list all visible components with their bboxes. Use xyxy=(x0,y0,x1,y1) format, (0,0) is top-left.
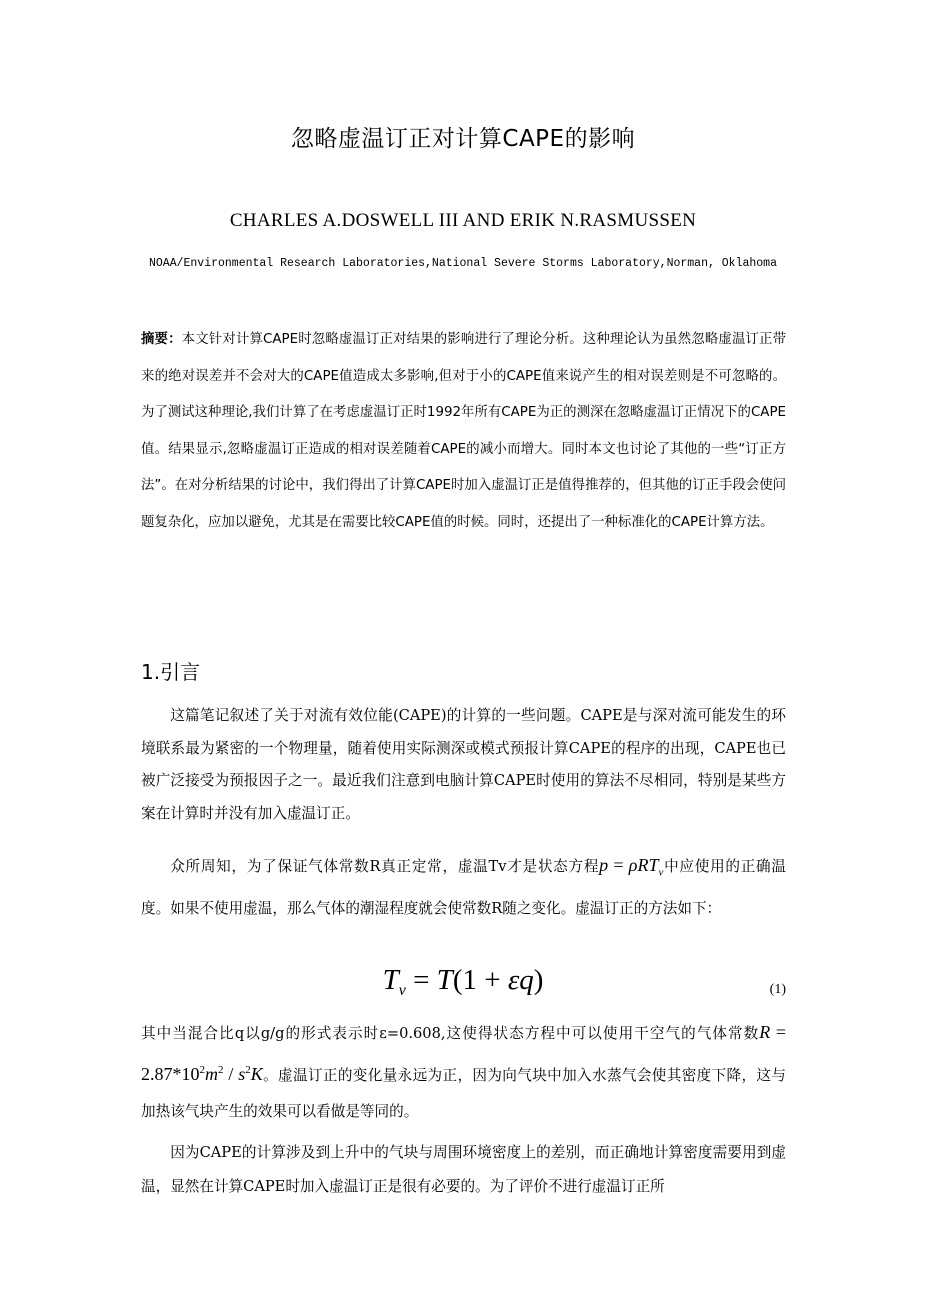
p3-text-before: 其中当混合比q以g/g的形式表示时ε=0.608,这使得状态方程中可以使用干空气的气体常数 xyxy=(141,1025,760,1042)
abstract-text: 本文针对计算CAPE时忽略虚温订正对结果的影响进行了理论分析。这种理论认为虽然忽略虚温订正带来的绝对误差并不会对大的CAPE值造成太多影响,但对于小的CAPE值来说产生的相对误差则是不可忽略的。为了测试这种理论,我们计算了在考虑虚温订正时1992年所有CAPE为正的测深在忽略虚温订正情况下的CAPE值。结果显示,忽略虚温订正造成的相对误差随着CAPE的减小而增大。同时本文也讨论了其他的一些“订正方法”。在对分析结果的讨论中，我们得出了计算CAPE时加入虚温订正是值得推荐的，但其他的订正手段会使问题复杂化，应加以避免，尤其是在需要比较CAPE值的时候。同时，还提出了一种标准化的CAPE计算方法。 xyxy=(141,332,787,530)
state-equation: p = ρRT$_v$ xyxy=(599,855,664,879)
intro-paragraph-2 xyxy=(141,848,786,926)
author-line: CHARLES A.DOSWELL III AND ERIK N.RASMUSSEN xyxy=(229,210,697,231)
paper-title: 忽略虚温订正对计算CAPE的影响 xyxy=(290,126,636,152)
abstract-block xyxy=(141,322,786,541)
affiliation-line: NOAA/Environmental Research Laboratories,National Severe Storms Laboratory,Norman, Oklahoma xyxy=(148,257,777,270)
equation-1: $T_v = T(1 + \varepsilon q)$ xyxy=(382,964,544,999)
abstract-label: 摘要： xyxy=(141,332,182,347)
equation-number: (1) xyxy=(769,982,786,997)
p2-text-before: 众所周知，为了保证气体常数R真正定常，虚温Tv才是状态方程 xyxy=(170,858,600,875)
intro-paragraph-4: 因为CAPE的计算涉及到上升中的气块与周围环境密度上的差别，而正确地计算密度需要用到虚温，显然在计算CAPE时加入虚温订正是很有必要的。为了评价不进行虚温订正所 xyxy=(141,1144,786,1195)
p3-text-after: 。虚温订正的变化量永远为正，因为向气块中加入水蒸气会使其密度下降，这与加热该气块产生的效果可以看做是等同的。 xyxy=(141,1067,786,1120)
gas-constant-expression: $R = 2.87*10^2m^2 / s^2K$ xyxy=(141,1022,786,1084)
intro-paragraph-3 xyxy=(141,1014,786,1130)
p2-text-after: 中应使用的正确温度。如果不使用虚温，那么气体的潮湿程度就会使常数R随之变化。虚温订正的方法如下： xyxy=(141,858,786,917)
intro-paragraph-1: 这篇笔记叙述了关于对流有效位能(CAPE)的计算的一些问题。CAPE是与深对流可能发生的环境联系最为紧密的一个物理量，随着使用实际测深或模式预报计算CAPE的程序的出现，CAPE也已被广泛接受为预报因子之一。最近我们注意到电脑计算CAPE时使用的算法不尽相同，特别是某些方案在计算时并没有加入虚温订正。 xyxy=(141,707,786,822)
section-heading: 1.引言 xyxy=(141,660,201,684)
